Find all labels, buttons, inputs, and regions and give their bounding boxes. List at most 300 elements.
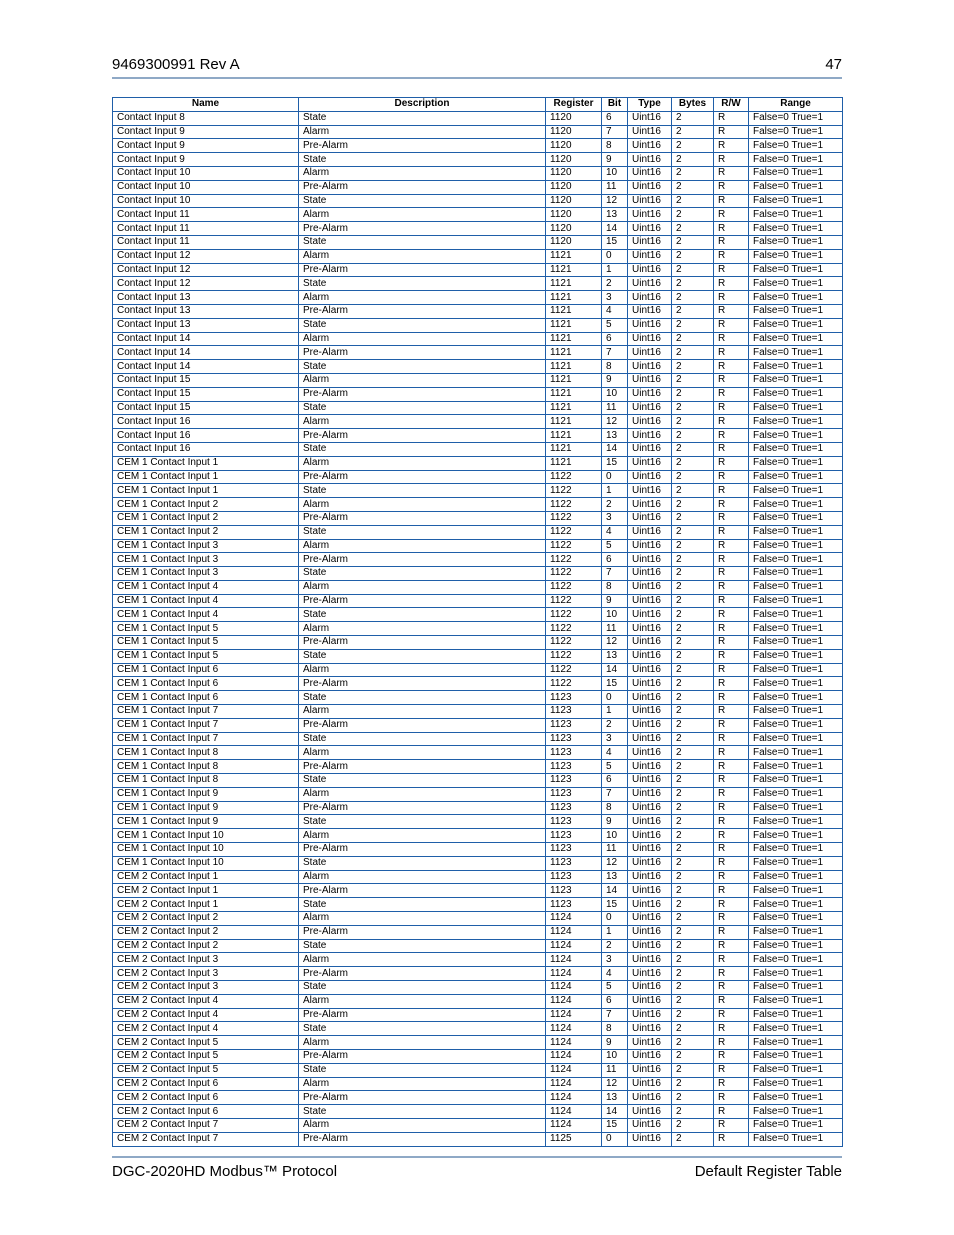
table-row [113,429,843,443]
cell-description: Pre-Alarm [299,925,546,939]
cell-description: Pre-Alarm [299,304,546,318]
cell-type: Uint16 [628,208,672,222]
cell-rw: R [714,1132,749,1146]
cell-bytes: 2 [672,318,714,332]
cell-rw: R [714,498,749,512]
cell-rw: R [714,925,749,939]
cell-description: State [299,111,546,125]
cell-bit: 10 [602,387,628,401]
cell-bit: 0 [602,470,628,484]
cell-register: 1124 [546,912,602,926]
cell-bytes: 2 [672,1105,714,1119]
cell-type: Uint16 [628,484,672,498]
table-row [113,470,843,484]
cell-bit: 15 [602,456,628,470]
cell-range: False=0 True=1 [749,222,843,236]
table-row [113,442,843,456]
cell-rw: R [714,235,749,249]
cell-name: Contact Input 10 [113,166,299,180]
cell-rw: R [714,1105,749,1119]
table-row [113,939,843,953]
cell-rw: R [714,649,749,663]
cell-type: Uint16 [628,304,672,318]
cell-rw: R [714,994,749,1008]
cell-bytes: 2 [672,636,714,650]
cell-type: Uint16 [628,111,672,125]
cell-name: CEM 1 Contact Input 4 [113,594,299,608]
cell-description: State [299,815,546,829]
table-row [113,760,843,774]
cell-bytes: 2 [672,677,714,691]
cell-bytes: 2 [672,249,714,263]
cell-name: CEM 1 Contact Input 7 [113,718,299,732]
cell-bit: 11 [602,1063,628,1077]
cell-bit: 3 [602,953,628,967]
cell-type: Uint16 [628,1022,672,1036]
cell-rw: R [714,194,749,208]
cell-range: False=0 True=1 [749,360,843,374]
cell-bytes: 2 [672,884,714,898]
cell-range: False=0 True=1 [749,843,843,857]
cell-register: 1121 [546,429,602,443]
cell-range: False=0 True=1 [749,235,843,249]
cell-description: Alarm [299,1118,546,1132]
cell-name: Contact Input 13 [113,291,299,305]
table-row [113,1077,843,1091]
table-row [113,139,843,153]
cell-description: Alarm [299,166,546,180]
cell-type: Uint16 [628,525,672,539]
cell-bytes: 2 [672,401,714,415]
cell-type: Uint16 [628,953,672,967]
cell-range: False=0 True=1 [749,718,843,732]
cell-description: Alarm [299,249,546,263]
cell-name: Contact Input 11 [113,208,299,222]
cell-range: False=0 True=1 [749,1132,843,1146]
cell-register: 1123 [546,732,602,746]
cell-range: False=0 True=1 [749,277,843,291]
cell-rw: R [714,856,749,870]
cell-bytes: 2 [672,291,714,305]
table-row [113,291,843,305]
cell-bit: 1 [602,705,628,719]
cell-bit: 5 [602,318,628,332]
cell-rw: R [714,884,749,898]
cell-rw: R [714,525,749,539]
cell-range: False=0 True=1 [749,691,843,705]
cell-register: 1122 [546,594,602,608]
cell-bit: 3 [602,511,628,525]
cell-range: False=0 True=1 [749,1118,843,1132]
cell-type: Uint16 [628,442,672,456]
column-header-name: Name [113,98,299,112]
cell-register: 1121 [546,249,602,263]
cell-bit: 0 [602,912,628,926]
cell-bit: 11 [602,843,628,857]
cell-bit: 9 [602,373,628,387]
cell-register: 1122 [546,649,602,663]
cell-name: CEM 1 Contact Input 3 [113,539,299,553]
cell-type: Uint16 [628,1077,672,1091]
cell-description: Alarm [299,994,546,1008]
cell-range: False=0 True=1 [749,373,843,387]
cell-name: CEM 1 Contact Input 1 [113,484,299,498]
cell-description: Pre-Alarm [299,346,546,360]
cell-description: Alarm [299,870,546,884]
cell-bytes: 2 [672,511,714,525]
cell-register: 1122 [546,498,602,512]
cell-bytes: 2 [672,856,714,870]
cell-rw: R [714,691,749,705]
cell-bytes: 2 [672,373,714,387]
cell-bytes: 2 [672,346,714,360]
cell-name: Contact Input 12 [113,249,299,263]
table-row [113,346,843,360]
cell-type: Uint16 [628,856,672,870]
cell-register: 1121 [546,291,602,305]
cell-bit: 0 [602,1132,628,1146]
cell-bytes: 2 [672,208,714,222]
cell-register: 1120 [546,139,602,153]
cell-rw: R [714,760,749,774]
cell-description: Pre-Alarm [299,718,546,732]
cell-name: CEM 1 Contact Input 8 [113,746,299,760]
cell-register: 1124 [546,967,602,981]
cell-bit: 10 [602,1049,628,1063]
cell-range: False=0 True=1 [749,139,843,153]
cell-description: Alarm [299,415,546,429]
cell-name: CEM 2 Contact Input 2 [113,925,299,939]
cell-type: Uint16 [628,429,672,443]
cell-name: Contact Input 12 [113,277,299,291]
cell-rw: R [714,1063,749,1077]
cell-range: False=0 True=1 [749,332,843,346]
cell-rw: R [714,953,749,967]
cell-bytes: 2 [672,1022,714,1036]
cell-register: 1122 [546,470,602,484]
cell-range: False=0 True=1 [749,732,843,746]
cell-bit: 9 [602,153,628,167]
column-header-description: Description [299,98,546,112]
cell-rw: R [714,470,749,484]
cell-rw: R [714,1077,749,1091]
cell-description: Alarm [299,373,546,387]
cell-name: CEM 1 Contact Input 9 [113,801,299,815]
cell-description: Alarm [299,208,546,222]
cell-bytes: 2 [672,235,714,249]
cell-rw: R [714,787,749,801]
cell-type: Uint16 [628,470,672,484]
cell-description: State [299,774,546,788]
column-header-range: Range [749,98,843,112]
cell-name: Contact Input 14 [113,332,299,346]
cell-rw: R [714,705,749,719]
table-row [113,594,843,608]
cell-bytes: 2 [672,415,714,429]
cell-range: False=0 True=1 [749,663,843,677]
cell-range: False=0 True=1 [749,1077,843,1091]
cell-description: Pre-Alarm [299,553,546,567]
cell-range: False=0 True=1 [749,608,843,622]
cell-register: 1120 [546,111,602,125]
cell-rw: R [714,580,749,594]
table-row [113,677,843,691]
table-row [113,1105,843,1119]
cell-type: Uint16 [628,1132,672,1146]
cell-rw: R [714,263,749,277]
cell-type: Uint16 [628,815,672,829]
cell-type: Uint16 [628,787,672,801]
table-row [113,1049,843,1063]
table-row [113,898,843,912]
cell-type: Uint16 [628,498,672,512]
cell-name: CEM 1 Contact Input 6 [113,677,299,691]
cell-type: Uint16 [628,194,672,208]
cell-description: Pre-Alarm [299,1091,546,1105]
cell-bytes: 2 [672,1077,714,1091]
cell-range: False=0 True=1 [749,912,843,926]
cell-type: Uint16 [628,939,672,953]
cell-rw: R [714,1022,749,1036]
cell-bit: 7 [602,346,628,360]
cell-description: Alarm [299,1036,546,1050]
table-row [113,1118,843,1132]
cell-description: State [299,939,546,953]
cell-name: Contact Input 10 [113,194,299,208]
cell-bit: 11 [602,622,628,636]
table-row [113,1132,843,1146]
cell-range: False=0 True=1 [749,484,843,498]
cell-name: CEM 1 Contact Input 1 [113,470,299,484]
cell-range: False=0 True=1 [749,318,843,332]
cell-rw: R [714,208,749,222]
table-row [113,649,843,663]
cell-type: Uint16 [628,705,672,719]
cell-bit: 5 [602,539,628,553]
cell-bytes: 2 [672,663,714,677]
cell-range: False=0 True=1 [749,125,843,139]
cell-register: 1120 [546,125,602,139]
cell-range: False=0 True=1 [749,580,843,594]
cell-bit: 15 [602,898,628,912]
cell-name: CEM 2 Contact Input 7 [113,1132,299,1146]
cell-name: CEM 2 Contact Input 5 [113,1036,299,1050]
cell-bytes: 2 [672,981,714,995]
cell-range: False=0 True=1 [749,263,843,277]
cell-bytes: 2 [672,594,714,608]
cell-range: False=0 True=1 [749,925,843,939]
cell-range: False=0 True=1 [749,677,843,691]
cell-description: Alarm [299,912,546,926]
table-row [113,925,843,939]
cell-register: 1121 [546,263,602,277]
cell-description: State [299,1105,546,1119]
cell-register: 1122 [546,539,602,553]
cell-range: False=0 True=1 [749,829,843,843]
cell-range: False=0 True=1 [749,401,843,415]
cell-type: Uint16 [628,608,672,622]
cell-bytes: 2 [672,304,714,318]
cell-type: Uint16 [628,567,672,581]
cell-range: False=0 True=1 [749,1036,843,1050]
cell-rw: R [714,153,749,167]
cell-type: Uint16 [628,139,672,153]
cell-range: False=0 True=1 [749,787,843,801]
cell-register: 1122 [546,663,602,677]
cell-bytes: 2 [672,843,714,857]
cell-bit: 14 [602,1105,628,1119]
cell-bytes: 2 [672,939,714,953]
cell-bit: 11 [602,401,628,415]
table-row [113,663,843,677]
table-row [113,1008,843,1022]
cell-range: False=0 True=1 [749,774,843,788]
cell-range: False=0 True=1 [749,746,843,760]
cell-register: 1124 [546,1118,602,1132]
cell-register: 1122 [546,567,602,581]
cell-bytes: 2 [672,567,714,581]
cell-rw: R [714,898,749,912]
cell-type: Uint16 [628,774,672,788]
cell-register: 1122 [546,636,602,650]
cell-register: 1125 [546,1132,602,1146]
cell-register: 1121 [546,456,602,470]
cell-range: False=0 True=1 [749,567,843,581]
cell-register: 1122 [546,484,602,498]
cell-description: State [299,484,546,498]
cell-range: False=0 True=1 [749,470,843,484]
cell-type: Uint16 [628,912,672,926]
table-row [113,636,843,650]
cell-rw: R [714,815,749,829]
cell-bit: 1 [602,263,628,277]
cell-register: 1122 [546,677,602,691]
cell-rw: R [714,125,749,139]
cell-bit: 14 [602,884,628,898]
cell-name: Contact Input 16 [113,429,299,443]
table-row [113,856,843,870]
cell-rw: R [714,870,749,884]
cell-name: Contact Input 11 [113,222,299,236]
cell-description: State [299,1063,546,1077]
cell-type: Uint16 [628,732,672,746]
table-row [113,567,843,581]
cell-name: CEM 1 Contact Input 3 [113,553,299,567]
cell-register: 1121 [546,415,602,429]
cell-rw: R [714,939,749,953]
table-row [113,774,843,788]
cell-description: State [299,153,546,167]
cell-bit: 13 [602,1091,628,1105]
cell-type: Uint16 [628,898,672,912]
cell-range: False=0 True=1 [749,1105,843,1119]
cell-bit: 14 [602,222,628,236]
cell-register: 1122 [546,622,602,636]
cell-range: False=0 True=1 [749,1063,843,1077]
cell-type: Uint16 [628,360,672,374]
cell-name: Contact Input 15 [113,401,299,415]
cell-range: False=0 True=1 [749,1008,843,1022]
cell-name: CEM 1 Contact Input 1 [113,456,299,470]
cell-description: Pre-Alarm [299,677,546,691]
cell-name: CEM 1 Contact Input 4 [113,608,299,622]
cell-range: False=0 True=1 [749,994,843,1008]
cell-description: Pre-Alarm [299,801,546,815]
cell-register: 1121 [546,346,602,360]
cell-bytes: 2 [672,222,714,236]
table-row [113,981,843,995]
cell-rw: R [714,1091,749,1105]
cell-type: Uint16 [628,235,672,249]
cell-range: False=0 True=1 [749,525,843,539]
cell-bytes: 2 [672,153,714,167]
cell-type: Uint16 [628,277,672,291]
cell-type: Uint16 [628,387,672,401]
cell-bit: 7 [602,567,628,581]
cell-rw: R [714,277,749,291]
table-row [113,208,843,222]
cell-bytes: 2 [672,787,714,801]
table-row [113,166,843,180]
cell-rw: R [714,111,749,125]
cell-bit: 5 [602,760,628,774]
cell-bytes: 2 [672,525,714,539]
table-row [113,622,843,636]
cell-range: False=0 True=1 [749,456,843,470]
cell-name: CEM 2 Contact Input 2 [113,912,299,926]
cell-bit: 1 [602,484,628,498]
cell-register: 1123 [546,787,602,801]
cell-type: Uint16 [628,829,672,843]
cell-name: Contact Input 9 [113,153,299,167]
table-row [113,415,843,429]
table-row [113,1022,843,1036]
cell-bit: 11 [602,180,628,194]
cell-range: False=0 True=1 [749,622,843,636]
cell-type: Uint16 [628,1063,672,1077]
cell-register: 1122 [546,553,602,567]
cell-type: Uint16 [628,373,672,387]
cell-name: CEM 1 Contact Input 10 [113,843,299,857]
cell-rw: R [714,387,749,401]
cell-register: 1122 [546,511,602,525]
cell-bit: 8 [602,801,628,815]
cell-bytes: 2 [672,705,714,719]
column-header-bit: Bit [602,98,628,112]
cell-range: False=0 True=1 [749,760,843,774]
cell-type: Uint16 [628,746,672,760]
cell-bit: 10 [602,829,628,843]
cell-range: False=0 True=1 [749,856,843,870]
cell-register: 1123 [546,829,602,843]
cell-register: 1121 [546,332,602,346]
cell-rw: R [714,567,749,581]
cell-name: Contact Input 9 [113,125,299,139]
cell-register: 1120 [546,208,602,222]
cell-bytes: 2 [672,718,714,732]
cell-bit: 9 [602,594,628,608]
cell-bytes: 2 [672,539,714,553]
cell-rw: R [714,139,749,153]
cell-rw: R [714,1008,749,1022]
table-row [113,318,843,332]
cell-bit: 15 [602,677,628,691]
cell-register: 1124 [546,1049,602,1063]
table-row [113,401,843,415]
cell-bytes: 2 [672,553,714,567]
cell-range: False=0 True=1 [749,208,843,222]
cell-name: CEM 1 Contact Input 3 [113,567,299,581]
